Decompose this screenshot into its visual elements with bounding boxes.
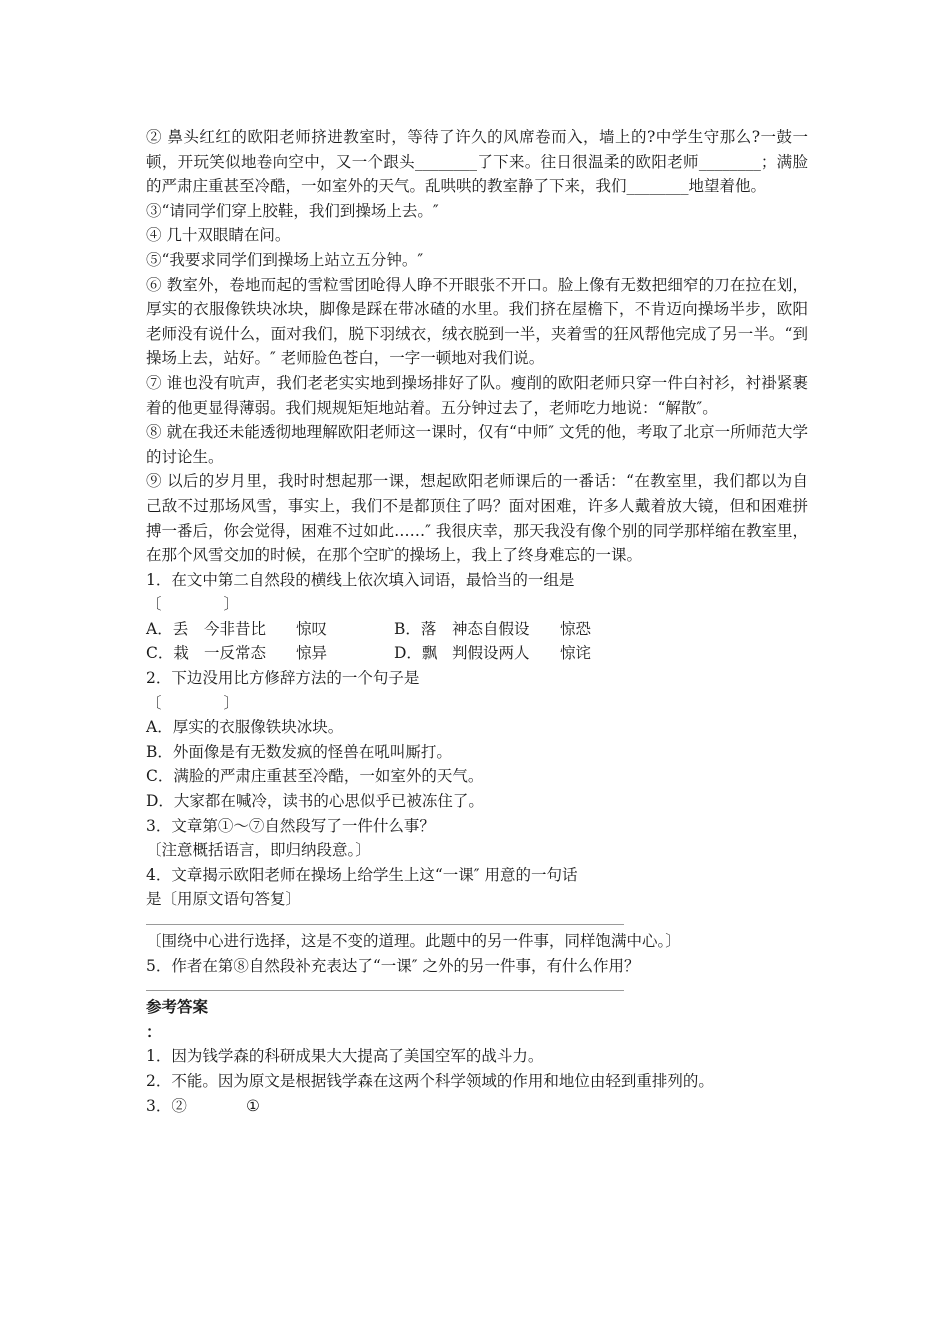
passage-paragraph-9: ⑨ 以后的岁月里，我时时想起那一课，想起欧阳老师课后的一番话：“在教室里，我们都以为自己敌不过那场风雪，事实上，我们不是都顶住了吗？面对困难，许多人戴着放大镜，但和困难拼搏一番后，你会觉得，困难不过如此……″ 我很庆幸，那天我没有像个别的同学那样缩在教室里，在那个风雪交加的时候，在那个空旷的操场上，我上了终身难忘的一课。 — [146, 472, 808, 565]
answer-line[interactable] — [146, 990, 624, 991]
option-a-word2: 今非昔比 — [204, 619, 267, 638]
question-2-answer-bracket[interactable]: 〔 〕 — [146, 693, 240, 712]
passage-paragraph-6: ⑥ 教室外，卷地而起的雪粒雪团呛得人睁不开眼张不开口。脸上像有无数把细窄的刀在拉在划，厚实的衣服像铁块冰块，脚像是踩在带冰碴的水里。我们挤在屋檐下，不肯迈向操场半步，欧阳老师没有说什么，面对我们，脱下羽绒衣，绒衣脱到一半，夹着雪的狂风帮他完成了另一半。“到操场上去，站好。″ 老师脸色苍白，一字一顿地对我们说。 — [146, 275, 808, 368]
question-1-options-cd — [146, 641, 808, 666]
question-2-option-c[interactable]: C．满脸的严肃庄重甚至冷酷，一如室外的天气。 — [146, 767, 484, 786]
option-b-word2: 神态自假设 — [452, 619, 530, 638]
option-d-word3: 惊诧 — [560, 644, 592, 663]
question-2-stem: 2．下边没用比方修辞方法的一个句子是 — [146, 669, 420, 688]
question-1-options-ab — [146, 617, 808, 642]
option-c-word2: 一反常态 — [204, 644, 267, 663]
question-4-stem-cont: 是〔用原文语句答复〕 — [146, 890, 302, 909]
answers-heading: 参考答案 — [146, 997, 209, 1017]
passage-paragraph-3: ③“请同学们穿上胶鞋，我们到操场上去。″ — [146, 201, 439, 220]
passage-paragraph-8: ⑧ 就在我还未能透彻地理解欧阳老师这一课时，仅有“中师″ 文凭的他，考取了北京一所师范大学的讨论生。 — [146, 423, 808, 466]
question-3-stem: 3．文章第①～⑦自然段写了一件什么事？ — [146, 816, 435, 835]
passage-paragraph-7: ⑦ 谁也没有吭声，我们老老实实地到操场排好了队。瘦削的欧阳老师只穿一件白衬衫，衬褂紧裹着的他更显得薄弱。我们规规矩矩地站着。五分钟过去了，老师吃力地说：“解散″。 — [146, 373, 808, 417]
question-4-stem: 4．文章揭示欧阳老师在操场上给学生上这“一课″ 用意的一句话 — [146, 865, 578, 884]
option-a-word1[interactable]: A．丢 — [146, 619, 189, 638]
option-d-word2: 判假设两人 — [452, 644, 530, 663]
question-2-option-a[interactable]: A．厚实的衣服像铁块冰块。 — [146, 718, 344, 737]
passage-paragraph-2: ② 鼻头红红的欧阳老师挤进教室时，等待了许久的风席卷而入，墙上的?中学生守那么?一鼓一顿，开玩笑似地卷向空中，又一个跟头________了下来。往日很温柔的欧阳老师________；满脸的严肃庄重甚至冷酷，一如室外的天气。乱哄哄的教室静了下来，我们________地望着他。 — [146, 128, 808, 196]
question-5-stem: 5．作者在第⑧自然段补充表达了“一课″ 之外的另一件事，有什么作用？ — [146, 956, 640, 975]
question-1-stem: 1．在文中第二自然段的横线上依次填入词语，最恰当的一组是 — [146, 570, 575, 589]
option-c-word1[interactable]: C．栽 — [146, 644, 189, 663]
passage-paragraph-5: ⑤“我要求同学们到操场上站立五分钟。″ — [146, 250, 424, 269]
question-3-note: 〔注意概括语言，即归纳段意。〕 — [146, 841, 371, 860]
answer-item-2: 2．不能。因为原文是根据钱学森在这两个科学领域的作用和地位由轻到重排列的。 — [146, 1071, 714, 1090]
question-2-option-b[interactable]: B．外面像是有无数发疯的怪兽在吼叫厮打。 — [146, 742, 452, 761]
option-b-word3: 惊恐 — [560, 619, 592, 638]
option-a-word3: 惊叹 — [296, 619, 328, 638]
question-2-option-d[interactable]: D．大家都在喊冷，读书的心思似乎已被冻住了。 — [146, 792, 484, 811]
option-b-word1[interactable]: B．落 — [394, 619, 437, 638]
answer-line[interactable] — [146, 924, 624, 925]
answers-colon: ： — [146, 1021, 162, 1041]
answer-item-3-value: ① — [246, 1096, 260, 1115]
option-d-word1[interactable]: D．飘 — [394, 644, 438, 663]
document-content — [146, 125, 808, 1118]
question-1-answer-bracket[interactable]: 〔 〕 — [146, 595, 240, 614]
question-4-note: 〔围绕中心进行选择，这是不变的道理。此题中的另一件事，同样饱满中心。〕 — [146, 932, 681, 950]
answer-item-3 — [146, 1094, 808, 1119]
option-c-word3: 惊异 — [296, 644, 328, 663]
answer-item-3-label: 3．② — [146, 1096, 187, 1115]
passage-paragraph-4: ④ 几十双眼睛在问。 — [146, 226, 291, 245]
answer-item-1: 1．因为钱学森的科研成果大大提高了美国空军的战斗力。 — [146, 1047, 544, 1066]
